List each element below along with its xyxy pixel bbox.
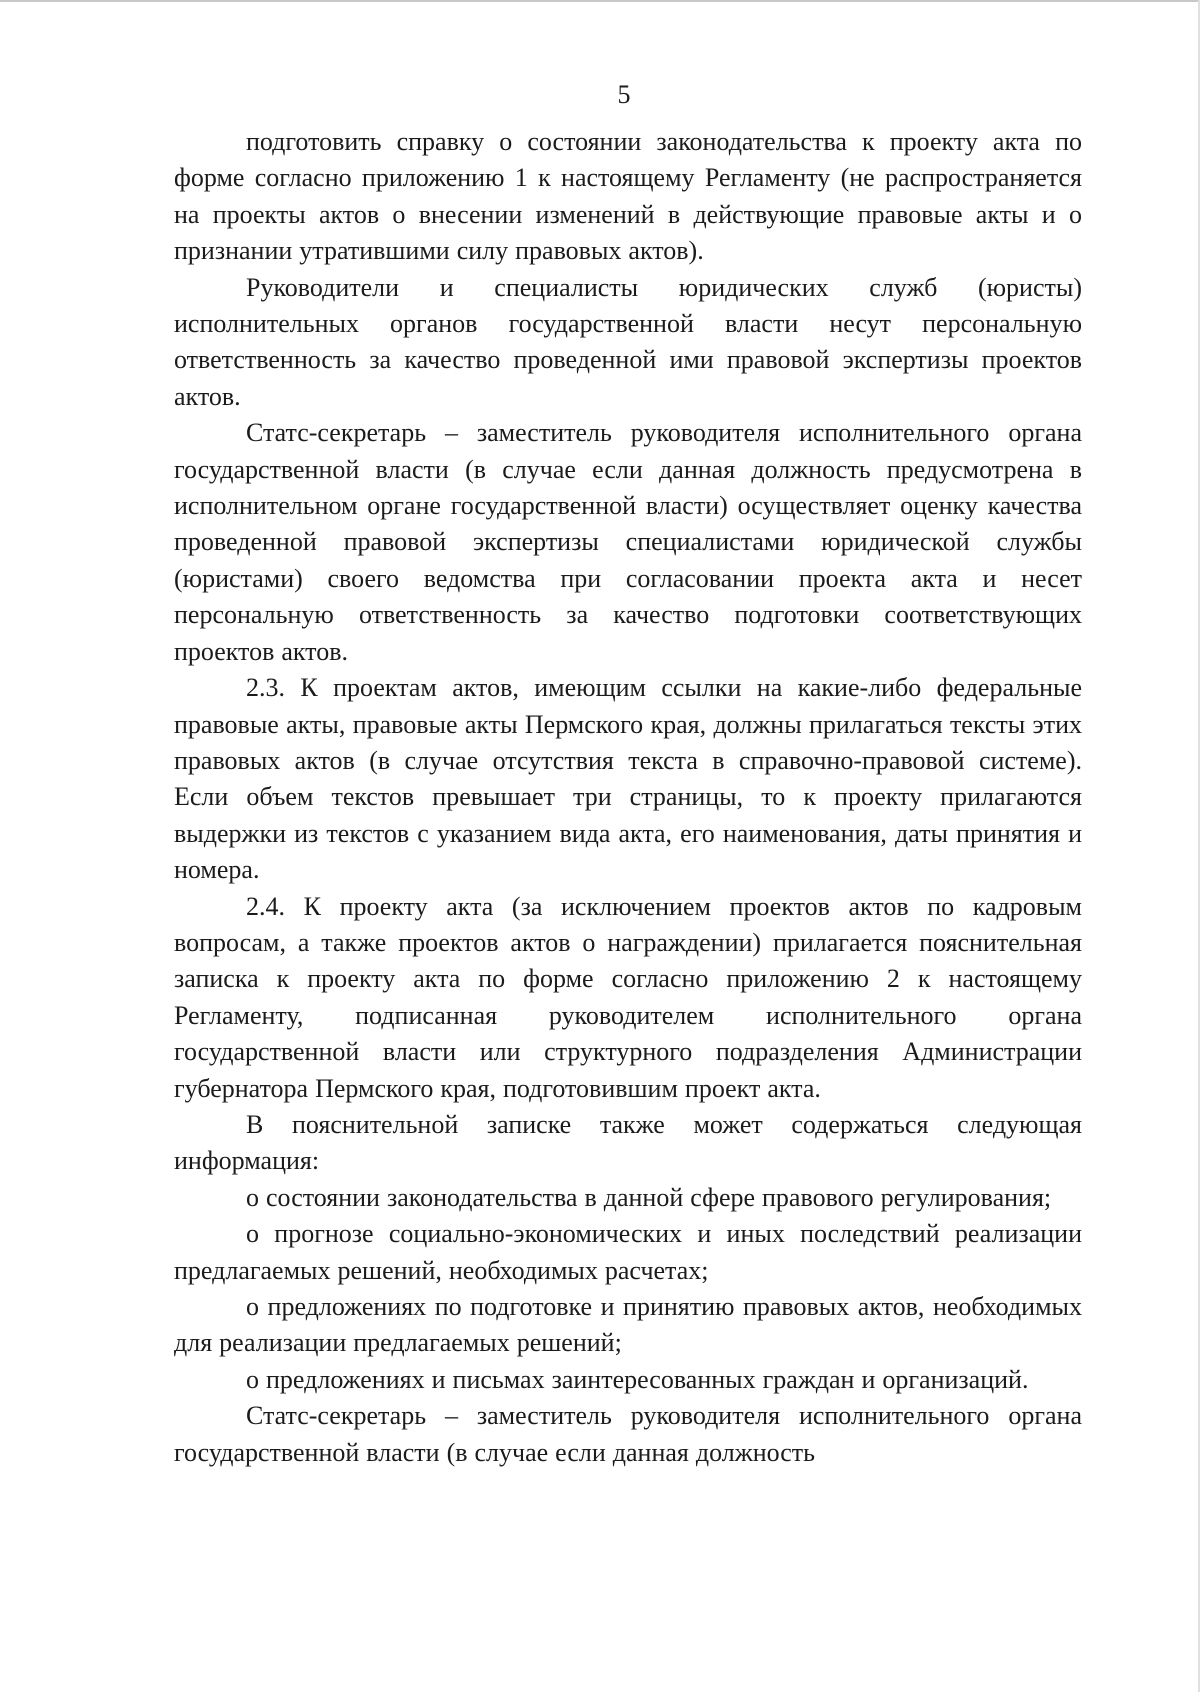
- paragraph-legal-reference-requirement: подготовить справку о состоянии законодательства к проекту акта по форме согласно приложению 1 к настоящему Регламенту (не распространяется на проекты актов о внесении изменений в действующие правовые акты и о признании утратившими силу правовых актов).: [174, 127, 1082, 266]
- list-item-proposals-legal-acts: о предложениях по подготовке и принятию правовых актов, необходимых для реализации предлагаемых решений;: [174, 1292, 1082, 1358]
- scan-top-edge: [0, 0, 1200, 2]
- paragraph-state-secretary-evaluation: Статс-секретарь – заместитель руководителя исполнительного органа государственной власти (в случае если данная должность предусмотрена в исполнительном органе государственной власти) осуществляет оценку качества проведенной правовой экспертизы специалистами юридической службы (юристами) своего ведомства при согласовании проекта акта и несет персональную ответственность за качество подготовки соответствующих проектов актов.: [174, 418, 1082, 666]
- paragraph-section-2-3: 2.3. К проектам актов, имеющим ссылки на какие-либо федеральные правовые акты, правовые акты Пермского края, должны прилагаться тексты этих правовых актов (в случае отсутствия текста в справочно-правовой системе). Если объем текстов превышает три страницы, то к проекту прилагаются выдержки из текстов с указанием вида акта, его наименования, даты принятия и номера.: [174, 673, 1082, 885]
- paragraph-state-secretary-continued: Статс-секретарь – заместитель руководителя исполнительного органа государственной власти (в случае если данная должность: [174, 1401, 1082, 1467]
- list-item-legislation-state: о состоянии законодательства в данной сфере правового регулирования;: [246, 1182, 1052, 1212]
- page-number: 5: [617, 80, 631, 109]
- list-item-forecast: о прогнозе социально-экономических и иных последствий реализации предлагаемых решений, необходимых расчетах;: [174, 1219, 1082, 1285]
- paragraph-section-2-4: 2.4. К проекту акта (за исключением проектов актов по кадровым вопросам, а также проектов актов о награждении) прилагается пояснительная записка к проекту акта по форме согласно приложению 2 к настоящему Регламенту, подписанная руководителем исполнительного органа государственной власти или структурного подразделения Администрации губернатора Пермского края, подготовившим проект акта.: [174, 891, 1082, 1103]
- document-body: [174, 124, 1082, 1471]
- paragraph-explanatory-note-intro: В пояснительной записке также может содержаться следующая информация:: [174, 1109, 1082, 1176]
- list-item-citizen-proposals: о предложениях и письмах заинтересованных граждан и организаций.: [246, 1364, 1029, 1394]
- paragraph-lawyers-responsibility: Руководители и специалисты юридических служб (юристы) исполнительных органов государственной власти несут персональную ответственность за качество проведенной ими правовой экспертизы проектов актов.: [174, 272, 1082, 411]
